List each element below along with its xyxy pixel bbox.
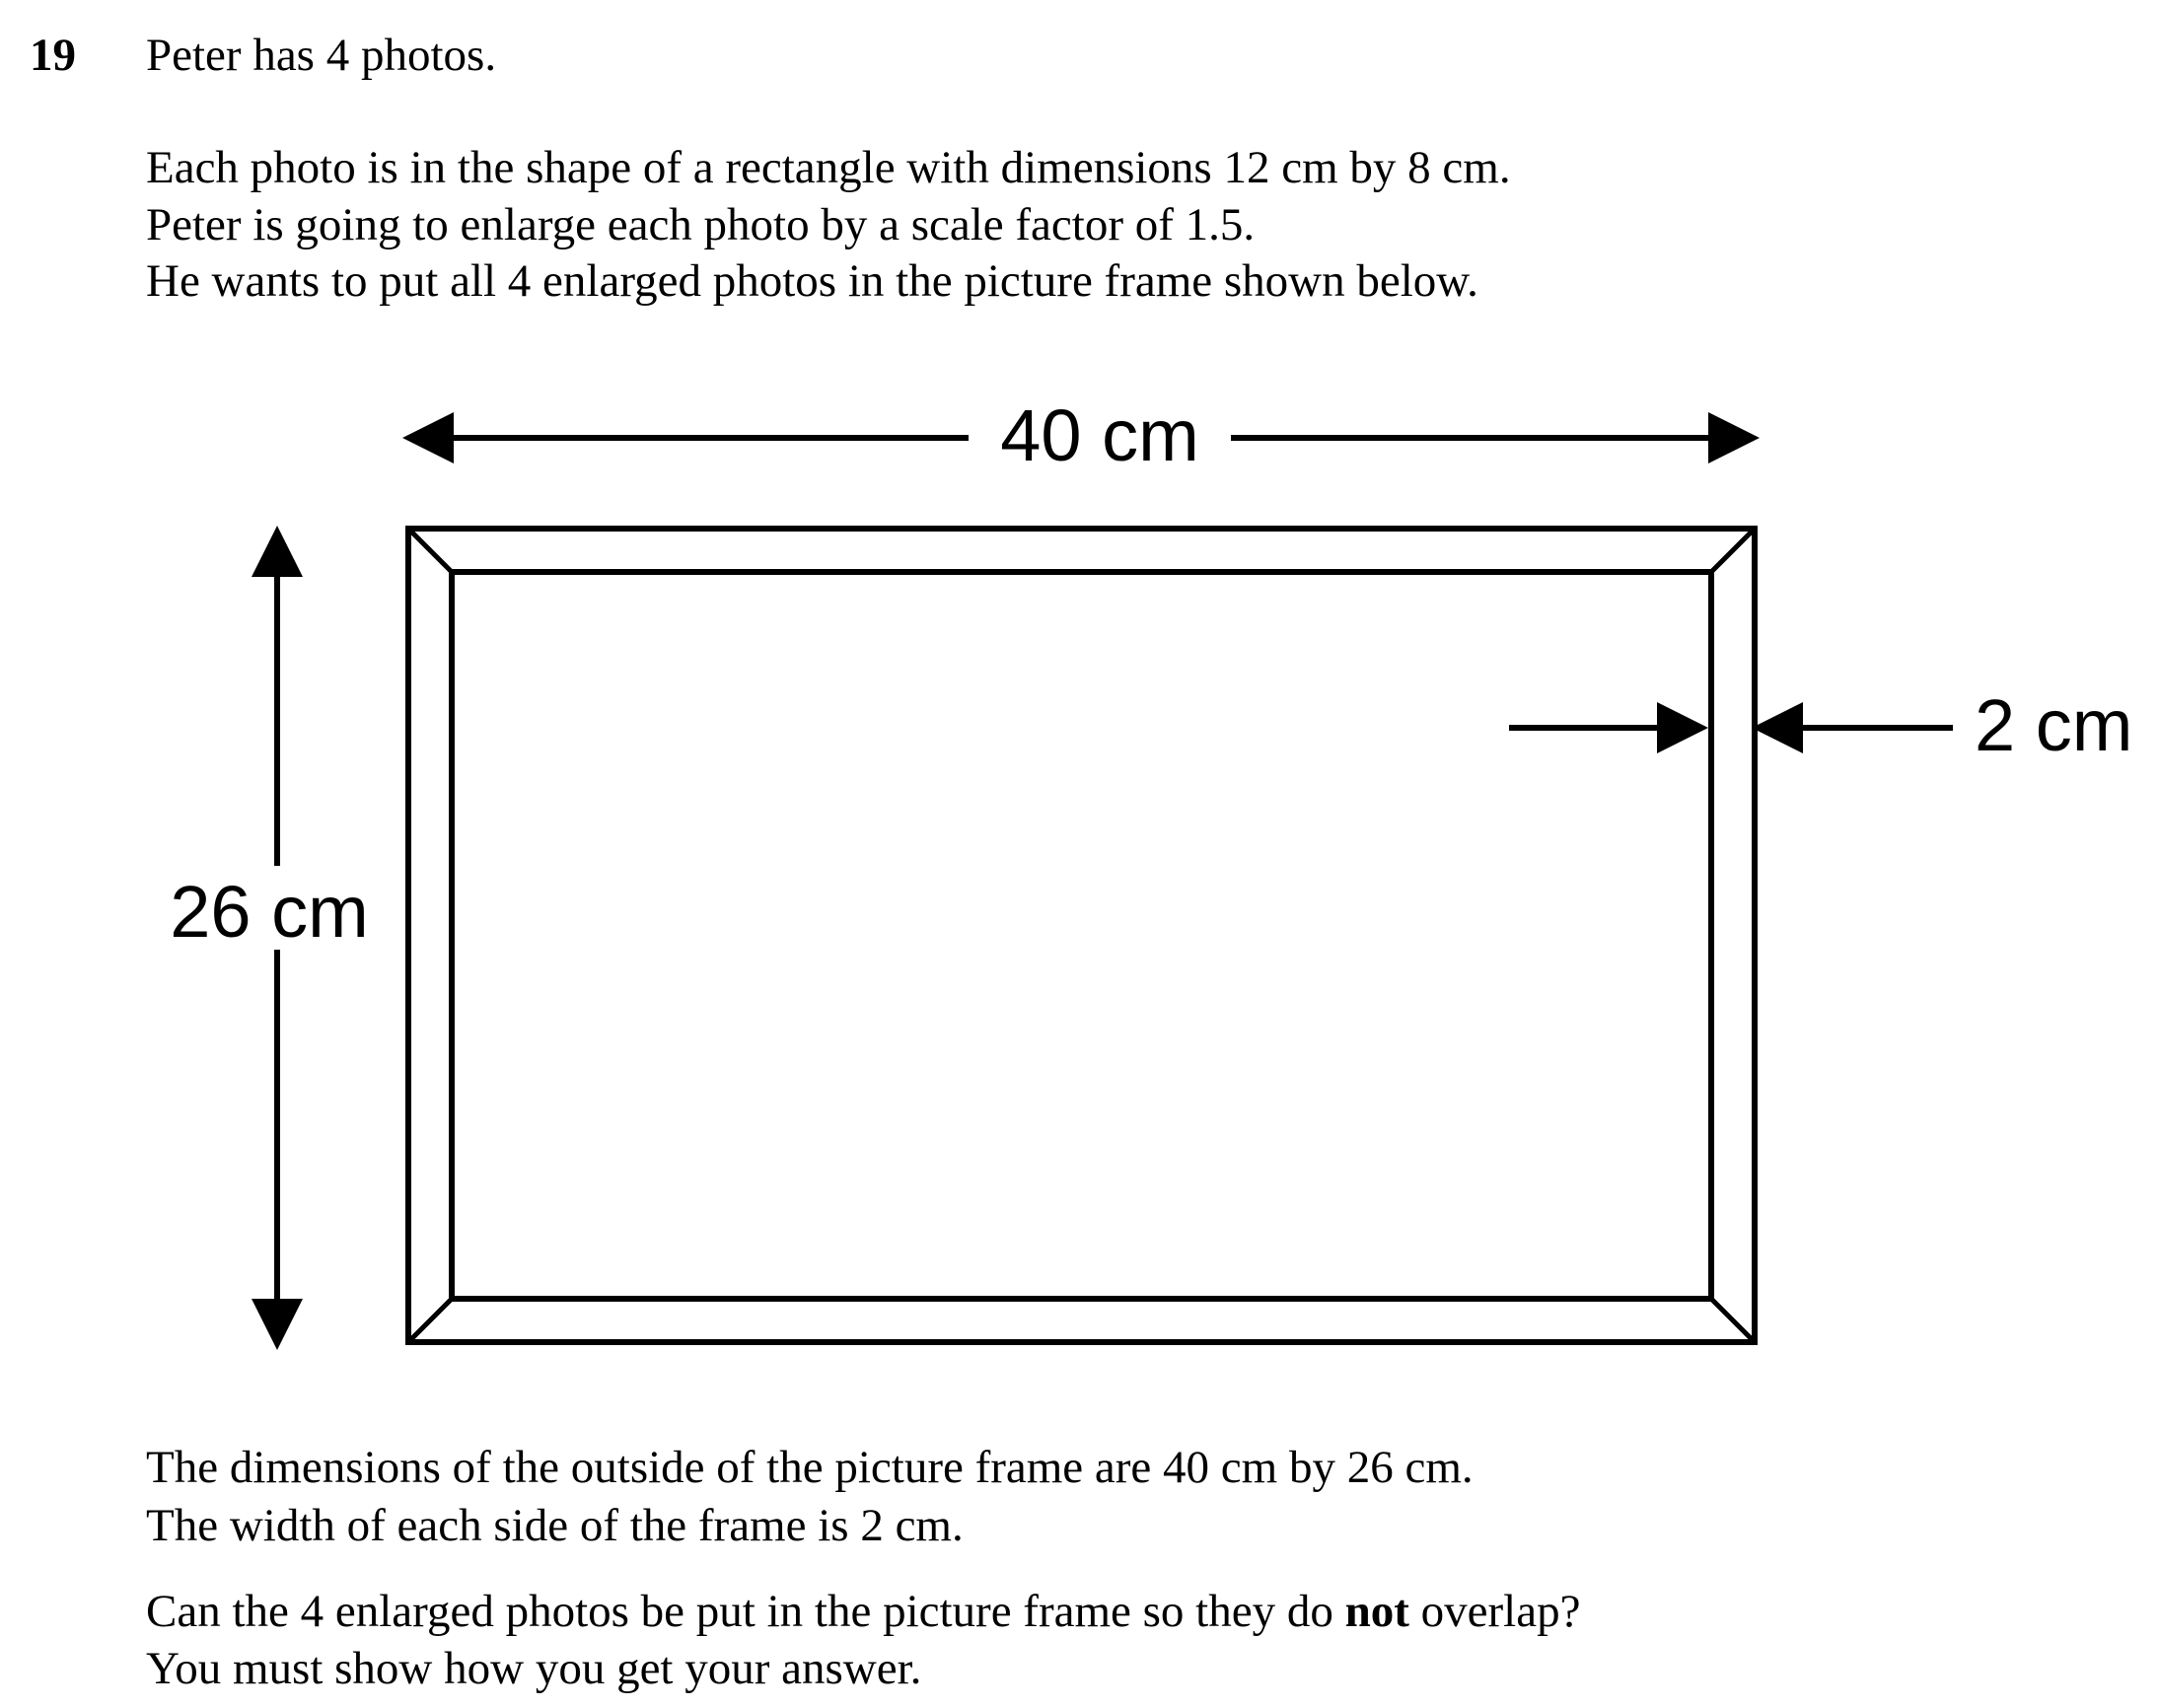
question-prompt-emphasis: not xyxy=(1344,1586,1409,1637)
question-text-line-3: He wants to put all 4 enlarged photos in the picture frame shown below. xyxy=(146,255,1478,307)
height-label: 26 cm xyxy=(170,871,369,953)
arrowhead-up-icon xyxy=(252,526,303,577)
border-label: 2 cm xyxy=(1975,684,2133,766)
arrowhead-right-icon xyxy=(1708,412,1760,463)
arrowhead-down-icon xyxy=(252,1299,303,1350)
frame-mitre-bottom-right xyxy=(1711,1299,1755,1342)
border-width-arrows xyxy=(1509,702,1953,753)
arrowhead-left-icon xyxy=(1752,702,1803,753)
question-instruction: You must show how you get your answer. xyxy=(146,1643,922,1694)
arrowhead-left-icon xyxy=(402,412,454,463)
frame-mitre-bottom-left xyxy=(408,1299,452,1342)
frame-description-line-1: The dimensions of the outside of the picture frame are 40 cm by 26 cm. xyxy=(146,1442,1474,1493)
width-label: 40 cm xyxy=(1000,394,1199,476)
question-intro: Peter has 4 photos. xyxy=(146,30,497,81)
frame-description-line-2: The width of each side of the frame is 2 cm. xyxy=(146,1500,964,1551)
frame-inner-edge xyxy=(452,572,1711,1299)
question-prompt-start: Can the 4 enlarged photos be put in the picture frame so they do xyxy=(146,1586,1345,1637)
frame-mitre-top-right xyxy=(1711,529,1755,572)
question-prompt xyxy=(146,1586,1581,1637)
question-prompt-end: overlap? xyxy=(1408,1586,1581,1637)
frame-outer-edge xyxy=(408,529,1755,1342)
question-number: 19 xyxy=(30,30,76,81)
arrowhead-right-icon xyxy=(1657,702,1708,753)
frame-mitre-top-left xyxy=(408,529,452,572)
question-text-line-1: Each photo is in the shape of a rectangle with dimensions 12 cm by 8 cm. xyxy=(146,142,1511,193)
question-text-line-2: Peter is going to enlarge each photo by a scale factor of 1.5. xyxy=(146,199,1256,250)
